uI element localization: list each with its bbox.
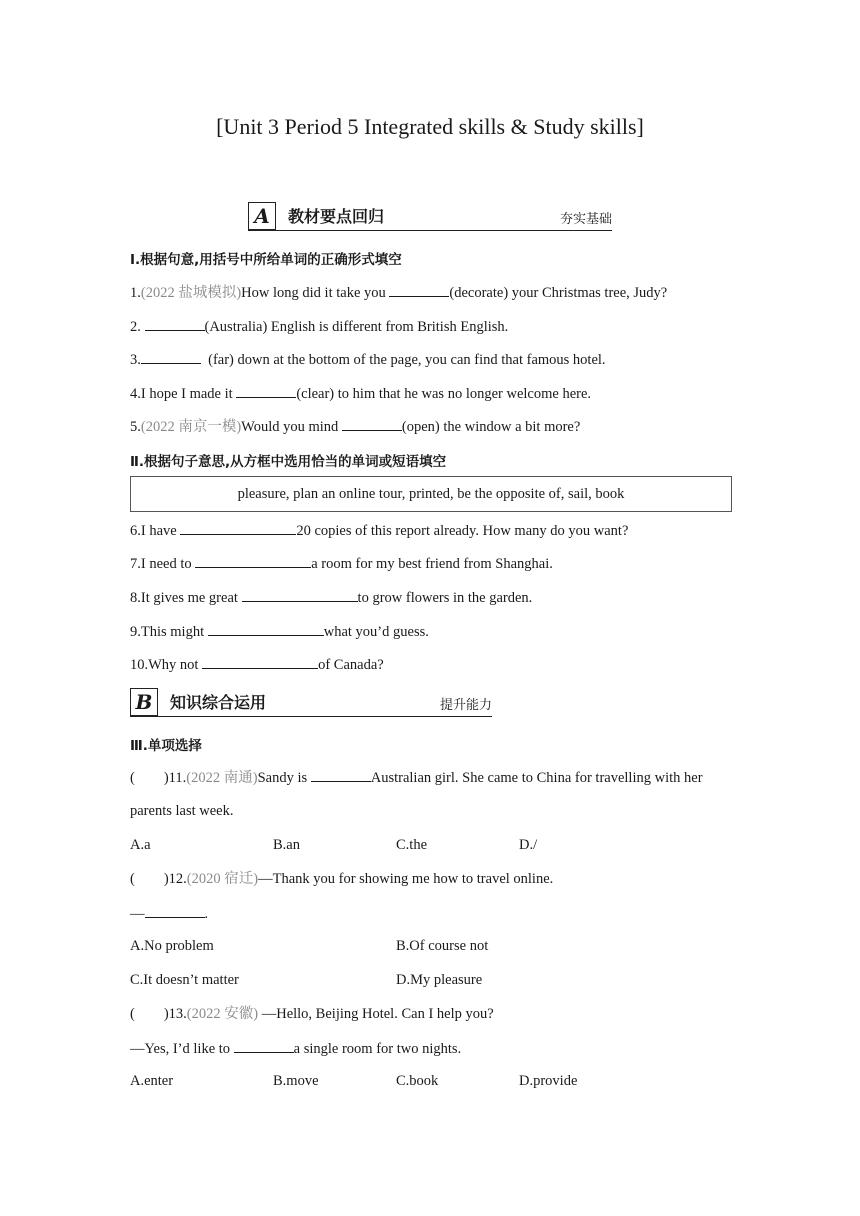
question-13: ( )13.(2022 安徽) —Hello, Beijing Hotel. Can I help you? (130, 1006, 494, 1022)
option-a[interactable]: A.No problem (130, 938, 214, 954)
answer-blank[interactable] (208, 621, 324, 636)
question-11-continued: parents last week. (130, 803, 234, 819)
question-13-options (0, 1071, 860, 1091)
option-b[interactable]: B.Of course not (396, 938, 489, 954)
answer-blank[interactable] (311, 767, 371, 782)
answer-bracket[interactable]: ( ) (130, 770, 169, 786)
question-source: (2020 宿迁) (186, 871, 259, 887)
question-source: (2022 南通) (186, 770, 258, 786)
banner-a-badge: A (248, 202, 276, 230)
question-source: (2022 安徽) (186, 1006, 259, 1022)
question-12-options-row2 (0, 970, 860, 990)
question-11-options (0, 835, 860, 855)
page-title: [Unit 3 Period 5 Integrated skills & Study skills] (216, 114, 644, 139)
question-source: (2022 南京一模) (140, 419, 242, 435)
banner-b-subtitle: 提升能力 (439, 698, 492, 713)
answer-blank[interactable] (202, 654, 318, 669)
option-c[interactable]: C.the (396, 837, 428, 853)
question-12: ( )12.(2020 宿迁)—Thank you for showing me how to travel online. (130, 871, 554, 887)
question-7: 7.I need to a room for my best friend from Shanghai. (130, 553, 553, 574)
question-8: 8.It gives me great to grow flowers in the garden. (130, 587, 532, 608)
option-d[interactable]: D.My pleasure (396, 972, 483, 988)
answer-bracket[interactable]: ( ) (130, 1006, 169, 1022)
question-5: 5.(2022 南京一模)Would you mind (open) the window a bit more? (130, 416, 580, 437)
section1-heading: Ⅰ.根据句意,用括号中所给单词的正确形式填空 (130, 252, 402, 268)
question-9: 9.This might what you’d guess. (130, 621, 429, 642)
option-c[interactable]: C.It doesn’t matter (130, 972, 239, 988)
section-banner-b (130, 686, 492, 717)
question-11: ( )11.(2022 南通)Sandy is Australian girl. She came to China for travelling with her (130, 767, 703, 788)
answer-blank[interactable] (180, 520, 296, 535)
answer-blank[interactable] (141, 349, 201, 364)
banner-a-subtitle: 夯实基础 (559, 212, 612, 227)
option-c[interactable]: C.book (396, 1073, 439, 1089)
section2-heading: Ⅱ.根据句子意思,从方框中选用恰当的单词或短语填空 (130, 454, 447, 470)
question-source: (2022 盐城模拟) (140, 285, 242, 301)
option-b[interactable]: B.move (273, 1073, 319, 1089)
banner-a-title: 教材要点回归 (288, 207, 385, 226)
question-4: 4.I hope I made it (clear) to him that he was no longer welcome here. (130, 383, 591, 404)
answer-blank[interactable] (389, 282, 449, 297)
answer-blank[interactable] (145, 903, 205, 918)
answer-blank[interactable] (236, 383, 296, 398)
question-6: 6.I have 20 copies of this report already. How many do you want? (130, 520, 628, 541)
answer-blank[interactable] (195, 553, 311, 568)
answer-bracket[interactable]: ( ) (130, 871, 169, 887)
question-10: 10.Why not of Canada? (130, 654, 384, 675)
answer-blank[interactable] (242, 587, 358, 602)
question-12-response: — . (130, 903, 208, 924)
option-a[interactable]: A.enter (130, 1073, 174, 1089)
option-a[interactable]: A.a (130, 837, 151, 853)
section-banner-a (248, 200, 612, 231)
banner-b-title: 知识综合运用 (170, 693, 267, 712)
question-2: 2. (Australia) English is different from British English. (130, 316, 508, 337)
question-3: 3. (far) down at the bottom of the page, you can find that famous hotel. (130, 349, 606, 370)
question-12-options-row1 (0, 936, 860, 956)
option-d[interactable]: D.provide (519, 1073, 578, 1089)
section3-heading: Ⅲ.单项选择 (130, 738, 202, 754)
question-1: 1.(2022 盐城模拟)How long did it take you (decorate) your Christmas tree, Judy? (130, 282, 667, 303)
option-b[interactable]: B.an (273, 837, 300, 853)
question-13-response: —Yes, I’d like to a single room for two nights. (130, 1038, 461, 1059)
word-box: pleasure, plan an online tour, printed, be the opposite of, sail, book (130, 476, 732, 512)
answer-blank[interactable] (234, 1038, 294, 1053)
banner-b-badge: B (130, 688, 158, 716)
answer-blank[interactable] (342, 416, 402, 431)
option-d[interactable]: D./ (519, 837, 538, 853)
answer-blank[interactable] (145, 316, 205, 331)
